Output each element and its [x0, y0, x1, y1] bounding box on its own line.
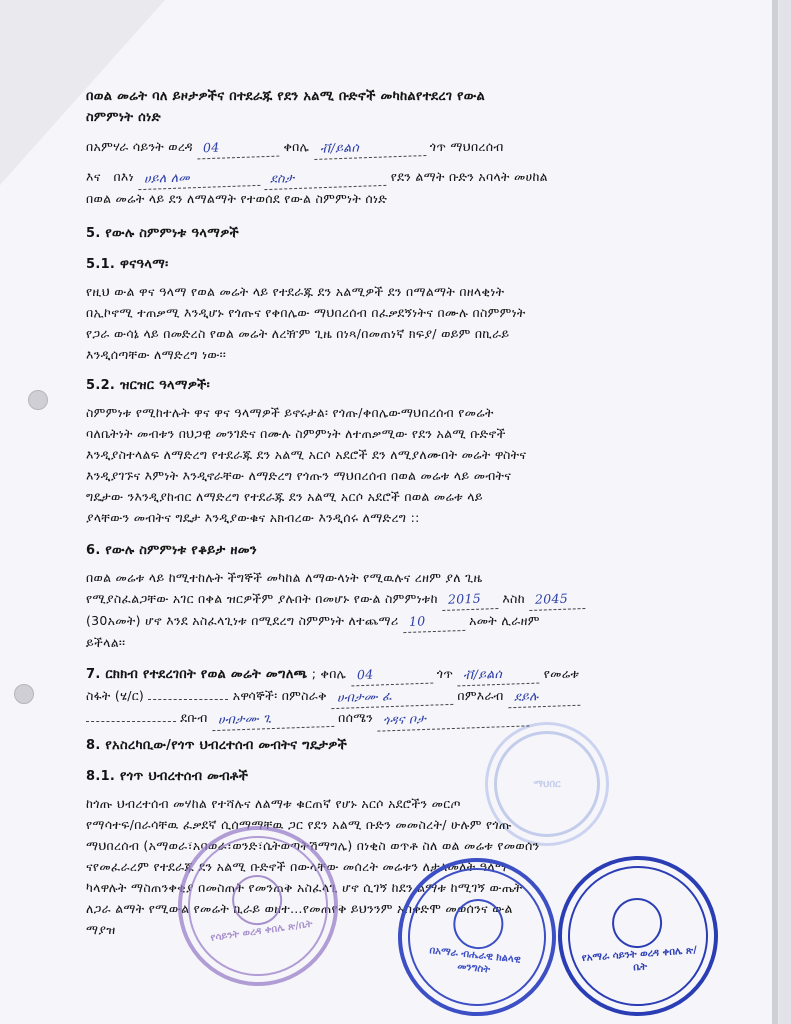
- section-7-line-1: 7. ርክክብ የተደረገበት የወል መሬት መግለጫ ; ቀበሌ 04 ጎጥ ቭ/ይልሰ የመሬቱ: [86, 663, 706, 685]
- section-7-line-3: ደቡብ ሀብታሙ ጊ በሰሜን ጎዳና ቦታ: [86, 707, 706, 729]
- section-5-heading: 5. የውሉ ስምምነቱ ዓላማዎች: [86, 226, 240, 241]
- page-edge-back: [779, 0, 791, 1024]
- handwritten-section7-kebele: 04: [350, 662, 433, 687]
- intro-woreda-line: በአምሃራ ሳይንት ወረዳ 04 ቀበሌ ቭ/ይልሰ ጎጥ ማህበረሰብ: [86, 136, 706, 158]
- handwritten-year-to: 2045: [529, 587, 586, 611]
- handwritten-kebele: ቭ/ይልሰ: [313, 134, 426, 160]
- document-body: [86, 86, 706, 940]
- page-edge: [772, 0, 778, 1024]
- punch-hole: [14, 684, 34, 704]
- handwritten-woreda: 04: [197, 135, 280, 160]
- official-stamp-blue-center: በአማራ ብሔራዊ ክልላዊ መንግስት: [390, 850, 564, 1024]
- handwritten-west: ደይሉ: [508, 684, 581, 708]
- section-6-body: በወል መሬቱ ላይ ከሚተከሉት ችግኞች መካከል ለማውላነት የሚዉሉና ረዘም ያለ ጊዜ የሚያስፈልጋቸው አገር በቀል ዝርዎችም ያሉበት በመሆኑ የውል ስምምነቱከ 2015 እስከ 2045 (30አመት) ሆኖ እንደ አስፈላጊነቱ በሚደረግ ስምምነት ለተጨማሪ 10 አመት ሊራዘም ይችላል፡፡: [86, 567, 706, 653]
- section-5-2-body: ስምምነቱ የሚከተሉት ዋና ዋና ዓላማዎች ይኖሩታል፡ የጎጡ/ቀበሌውማህበረሰብ የመሬት ባለቤትነት መብቱን በህጋዊ መንገድና በሙሉ ስምምነት ለተጠቃሚው የደን አልሚ ቡድኖች እንዲያስተላልፍ ለማድረግ የተደራጁ ደን አልሚ አርሶ አደሮች ደን ለሚያለሙበት መሬት ዋስትና እንዲያገኙና እምነት እንዲኖራቸው ለማድረግ የጎጡን ማህበረሰብ በወል መሬቱ ላይ መብትና ግዴታው ንእንዲያከብር ለማድረግ የተደራጁ ደን አልሚ አርሶ አደሮች በወል መሬቱ ላይ ያላቸውን መብትና ግዴታ እንዲያውቁና አክብረው እንዲሰሩ ለማድረግ ::: [86, 405, 527, 525]
- section-5-1-body: የዚህ ውል ዋና ዓላማ የወል መሬት ላይ የተደራጁ ደን አልሚዎች ደን በማልማት በዘላቂነት በኢኮኖሚ ተጠቃሚ እንዲሆኑ የጎጡና የቀበሌው ማህበረሰብ በፈቃደኝነትና በሙሉ በስምምነት የጋራ ውሳኔ ላይ በመድረስ የወል መሬት ለረዥም ጊዜ በነጻ/በመጠነኛ ክፍያ/ ወይም በኪራይ እንዲሰጣቸው ለማድረግ ነው፡፡: [86, 284, 526, 362]
- section-6-heading: 6. የውሉ ስምምነቱ የቆይታ ዘመን: [86, 543, 257, 558]
- handwritten-name-2: ደስታ: [264, 164, 387, 190]
- handwritten-extra-years: 10: [402, 609, 465, 633]
- punch-hole: [28, 390, 48, 410]
- official-stamp-purple: የሳይንት ወረዳ ቀበሌ ጽ/ቤት: [168, 816, 349, 997]
- section-5-2-heading: 5.2. ዝርዝር ዓላማዎች፡: [86, 378, 211, 393]
- handwritten-east: ሀብታሙ ፈ: [331, 683, 454, 709]
- section-8-heading: 8. የአስረካቢው/የጎጥ ህብረተሰብ መብትና ግዴታዎች: [86, 738, 348, 753]
- intro-closing-line: በወል መሬት ላይ ደን ለማልማት የተወሰደ የውል ስምምነት ሰነድ: [86, 191, 388, 206]
- section-8-1-heading: 8.1. የጎጥ ህብረተሰብ መብቶች: [86, 769, 249, 784]
- document-title-line-2: ስምምነት ሰነድ: [86, 110, 161, 125]
- handwritten-section7-got: ቭ/ይልሰ: [457, 662, 540, 687]
- stamp-faint: ማህበር: [485, 722, 609, 846]
- section-7-line-2: ስፋት (ሄ/ር) አዋሳኞች፡ በምስራቅ ሀብታሙ ፈ በምእራብ ደይሉ: [86, 685, 706, 707]
- section-5-1-heading: 5.1. ዋናዓላማ፡: [86, 257, 169, 272]
- document-title-line-1: በወል መሬት ባለ ይዞታዎችና በተደራጁ የደን አልሚ ቡድኖች መካከልየተደረገ የውል: [86, 89, 486, 104]
- handwritten-south: ሀብታሙ ጊ: [212, 705, 335, 731]
- section-8-1-body: ከጎጡ ህብረተሰብ መሃከል የተሻሉና ለልማቱ ቁርጠኛ የሆኑ አርሶ አደሮችን መርጦ የማሳተፍ/በራሳቸዉ ፈቃደኛ ሲሰማማቸዉ ጋር የደን አልሚ ቡድን መመስረት/ ሁሉም የጎጡ ማህበረሰብ (አማወራ፣አባወራ፣ወንድ፣ሴትወጣትሽማግሌ) በነቂስ ወጥቶ ስለ ወል መሬቱ የመወሰን ናየመፈራረም የተደራጁ ደን አልሚ ቡድኖች በውላቸው መሰረት መሬቱን ለታለመለት ዓላማ ካላዋሉት ማስጠንቀቂያ በመስጠት የመንጠቅ አስፈላጊ ሆኖ ሲገኝ ከደን ልማቱ ከሚገኝ ውጤት ለጋራ ልማት የሚውል የመሬት ኪራይ ወዘተ…የመጠየቅ ይህንንም አስቀድሞ መወሰንና ውል ማያዝ: [86, 796, 540, 937]
- intro-names-line: እና በእነ ሀይለ ለመ ደስታ የደን ልማት ቡድን አባላት መሀከል: [86, 166, 706, 188]
- handwritten-north: ጎዳና ቦታ: [377, 704, 530, 731]
- handwritten-name-1: ሀይለ ለመ: [138, 164, 261, 190]
- handwritten-year-from: 2015: [442, 587, 499, 611]
- official-stamp-blue-right: የአማራ ሳይንት ወረዳ ቀበሌ ጽ/ቤት: [553, 851, 724, 1022]
